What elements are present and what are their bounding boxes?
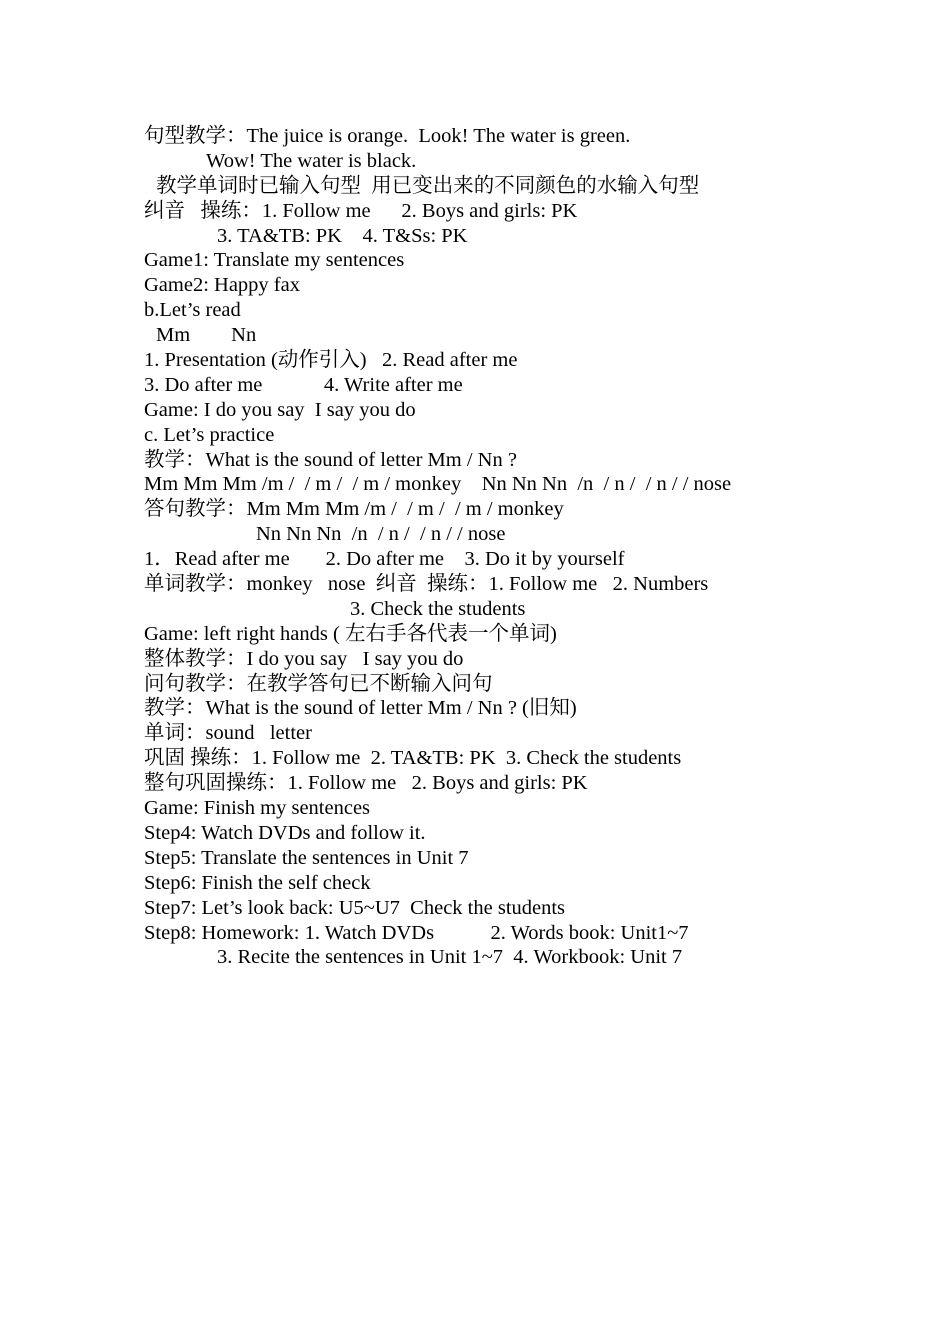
text-line: 答句教学：Mm Mm Mm /m / / m / / m / monkey (144, 498, 564, 521)
text-line: c. Let’s practice (144, 423, 275, 446)
text-line: Mm Mm Mm /m / / m / / m / monkey Nn Nn Nn /n / n / / n / / nose (144, 473, 732, 496)
text-line: Game2: Happy fax (144, 274, 300, 297)
text-line: 整体教学：I do you say I say you do (144, 647, 464, 670)
lesson-plan-text (144, 124, 924, 970)
text-line: 3. Check the students (350, 597, 526, 620)
text-line: Step4: Watch DVDs and follow it. (144, 821, 426, 844)
text-line: Mm Nn (156, 324, 257, 347)
text-line: 纠音 操练：1. Follow me 2. Boys and girls: PK (144, 199, 578, 222)
text-line: 巩固 操练：1. Follow me 2. TA&TB: PK 3. Check the students (144, 747, 682, 770)
text-line: Game: I do you say I say you do (144, 398, 416, 421)
text-line: Game1: Translate my sentences (144, 249, 405, 272)
text-line: 3. Do after me 4. Write after me (144, 373, 463, 396)
text-line: 单词教学：monkey nose 纠音 操练：1. Follow me 2. Numbers (144, 573, 709, 596)
text-line: Step7: Let’s look back: U5~U7 Check the students (144, 896, 566, 919)
text-line: Wow! The water is black. (206, 149, 417, 172)
text-line: 句型教学：The juice is orange. Look! The water is green. (144, 125, 631, 147)
text-line: 问句教学：在教学答句已不断输入问句 (144, 672, 493, 695)
text-line: 教学：What is the sound of letter Mm / Nn ? (144, 448, 517, 471)
text-line: 整句巩固操练：1. Follow me 2. Boys and girls: PK (144, 772, 588, 795)
text-line: 3. TA&TB: PK 4. T&Ss: PK (217, 224, 468, 247)
text-line: Nn Nn Nn /n / n / / n / / nose (256, 523, 506, 546)
text-line: 3. Recite the sentences in Unit 1~7 4. Workbook: Unit 7 (217, 946, 683, 969)
text-line: Game: Finish my sentences (144, 797, 371, 820)
text-line: 教学：What is the sound of letter Mm / Nn ? (旧知) (144, 697, 577, 720)
text-line: b.Let’s read (144, 299, 241, 322)
text-line: Step5: Translate the sentences in Unit 7 (144, 846, 469, 869)
text-line: Step8: Homework: 1. Watch DVDs 2. Words book: Unit1~7 (144, 921, 689, 944)
text-line: 单词：sound letter (144, 722, 312, 745)
text-line: 教学单词时已输入句型 用已变出来的不同颜色的水输入句型 (156, 174, 700, 197)
text-line: 1．Read after me 2. Do after me 3. Do it by yourself (144, 548, 625, 571)
text-line: Step6: Finish the self check (144, 871, 371, 894)
text-line: 1. Presentation (动作引入) 2. Read after me (144, 349, 518, 372)
text-line: Game: left right hands ( 左右手各代表一个单词) (144, 622, 557, 645)
